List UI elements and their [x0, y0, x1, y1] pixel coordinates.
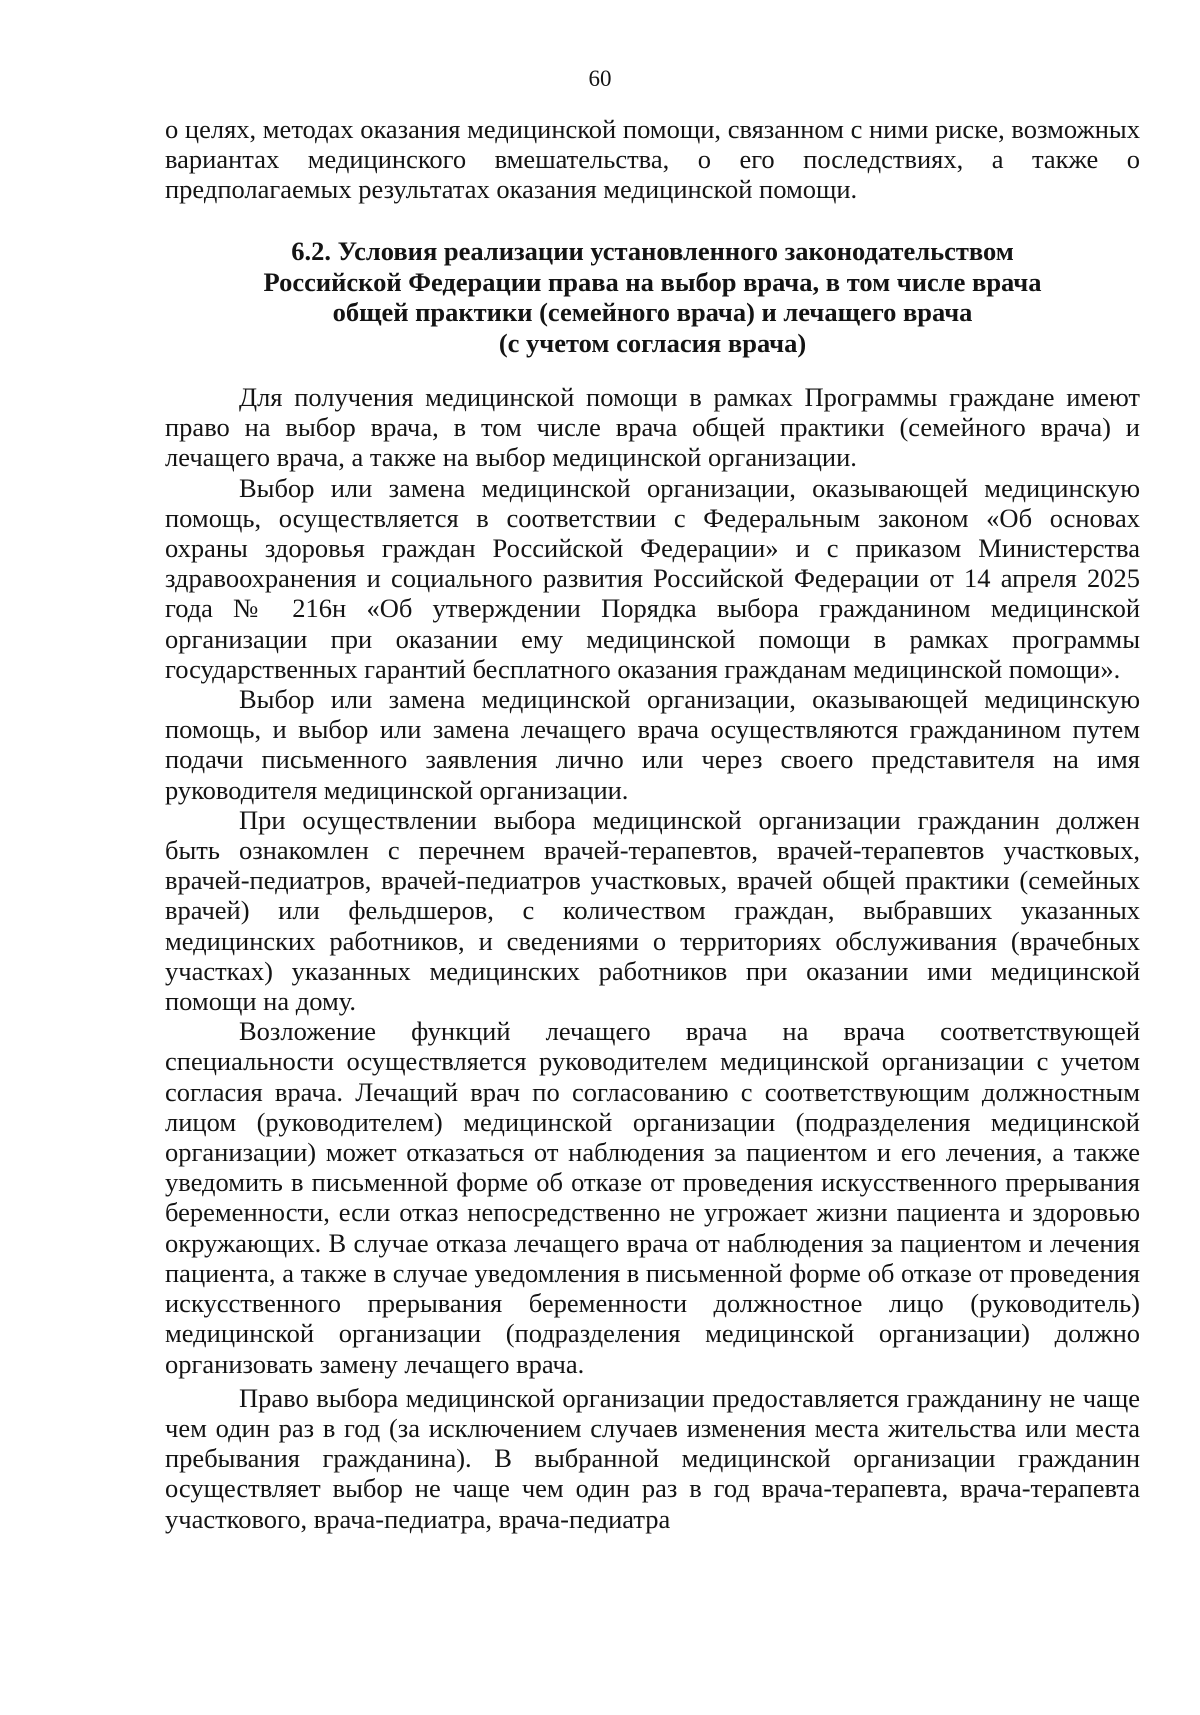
paragraph: Выбор или замена медицинской организации, оказывающей медицинскую помощь, и выбор или замена лечащего врача осуществляются гражданином путем подачи письменного заявления лично или через своего представителя на имя руководителя медицинской организации.	[165, 684, 1140, 805]
paragraph: Возложение функций лечащего врача на врача соответствующей специальности осуществляется руководителем медицинской организации с учетом согласия врача. Лечащий врач по согласованию с соответствующим должностным лицом (руководителем) медицинской организации (подразделения медицинской организации) может отказаться от наблюдения за пациентом и его лечения, а также уведомить в письменной форме об отказе от проведения искусственного прерывания беременности, если отказ непосредственно не угрожает жизни пациента и здоровью окружающих. В случае отказа лечащего врача от наблюдения за пациентом и лечения пациента, а также в случае уведомления в письменной форме об отказе от проведения искусственного прерывания беременности должностное лицо (руководитель) медицинской организации (подразделения медицинской организации) должно организовать замену лечащего врача.	[165, 1016, 1140, 1379]
paragraph: При осуществлении выбора медицинской организации гражданин должен быть ознакомлен с перечнем врачей-терапевтов, врачей-терапевтов участковых, врачей-педиатров, врачей-педиатров участковых, врачей общей практики (семейных врачей) или фельдшеров, с количеством граждан, выбравших указанных медицинских работников, и сведениями о территориях обслуживания (врачебных участках) указанных медицинских работников при оказании ими медицинской помощи на дому.	[165, 804, 1140, 1017]
section-heading-line-4: (с учетом согласия врача)	[498, 327, 807, 358]
section-body	[165, 382, 1140, 1534]
page-number: 60	[588, 66, 612, 91]
section-heading-line-1: 6.2. Условия реализации установленного законодательством	[291, 236, 1014, 266]
paragraph: Право выбора медицинской организации предоставляется гражданину не чаще чем один раз в год (за исключением случаев изменения места жительства или места пребывания гражданина). В выбранной медицинской организации гражданин осуществляет выбор не чаще чем один раз в год врача-терапевта, врача-терапевта участкового, врача-педиатра, врача-педиатра	[165, 1382, 1140, 1534]
intro-paragraph: о целях, методах оказания медицинской помощи, связанном с ними риске, возможных вариантах медицинского вмешательства, о его последствиях, а также о предполагаемых результатах оказания медицинской помощи.	[165, 114, 1140, 205]
section-heading-line-2: Российской Федерации права на выбор врача, в том числе врача	[263, 266, 1042, 297]
intro-continuation	[165, 114, 1140, 205]
section-heading	[165, 236, 1140, 358]
section-heading-line-3: общей практики (семейного врача) и лечащего врача	[332, 297, 973, 327]
paragraph: Для получения медицинской помощи в рамках Программы граждане имеют право на выбор врача, в том числе врача общей практики (семейного врача) и лечащего врача, а также на выбор медицинской организации.	[165, 382, 1140, 473]
paragraph: Выбор или замена медицинской организации, оказывающей медицинскую помощь, осуществляется в соответствии с Федеральным законом «Об основах охраны здоровья граждан Российской Федерации» и с приказом Министерства здравоохранения и социального развития Российской Федерации от 14 апреля 2025 года № 216н «Об утверждении Порядка выбора гражданином медицинской организации при оказании ему медицинской помощи в рамках программы государственных гарантий бесплатного оказания гражданам медицинской помощи».	[165, 472, 1140, 684]
